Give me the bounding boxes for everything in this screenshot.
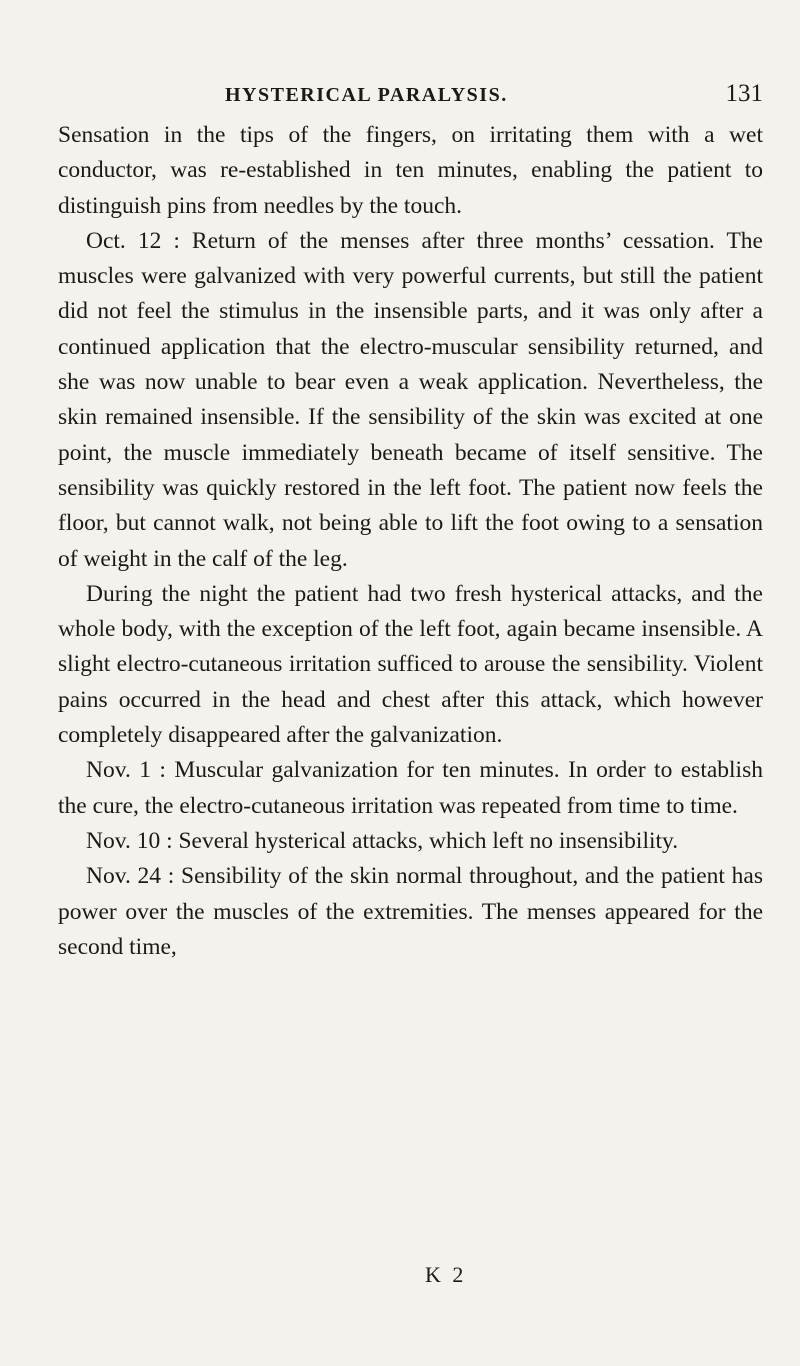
paragraph-night-attacks: During the night the patient had two fresh hysterical attacks, and the whole body, with the exception of the left foot, again became insensible. A slight electro-cutaneous irritation sufficed to arouse the sensibility. Violent pains occurred in the head and chest after this attack, which however completely disappeared after the galvanization.: [58, 580, 763, 749]
page-number: 131: [725, 80, 763, 107]
paragraph-nov-10: Nov. 10 : Several hysterical attacks, which left no insensibility.: [86, 827, 679, 854]
paragraph-oct-12: Oct. 12 : Return of the menses after three months’ cessation. The muscles were galvanized with very powerful currents, but still the patient did not feel the stimulus in the insensible parts, and it was only after a continued application that the electro-muscular sensibility returned, and she was now unable to bear even a weak application. Nevertheless, the skin remained insensible. If the sensibility of the skin was excited at one point, the muscle immediately beneath became of itself sensitive. The sensibility was quickly restored in the left foot. The patient now feels the floor, but cannot walk, not being able to lift the foot owing to a sensation of weight in the calf of the leg.: [58, 227, 763, 572]
paragraph-nov-24: Nov. 24 : Sensibility of the skin normal throughout, and the patient has power over the muscles of the extremities. The menses appeared for the second time,: [58, 863, 763, 960]
page-header: [58, 74, 763, 118]
signature-mark: K 2: [425, 1262, 467, 1287]
paragraph-nov-1: Nov. 1 : Muscular galvanization for ten minutes. In order to establish the cure, the electro-cutaneous irritation was repeated from time to time.: [58, 757, 763, 819]
running-head: HYSTERICAL PARALYSIS.: [225, 84, 508, 106]
paragraph-sensation: Sensation in the tips of the fingers, on irritating them with a wet conductor, was re-established in ten minutes, enabling the patient to distinguish pins from needles by the touch.: [58, 122, 763, 219]
book-page: [58, 74, 763, 965]
body-text: [58, 118, 763, 965]
